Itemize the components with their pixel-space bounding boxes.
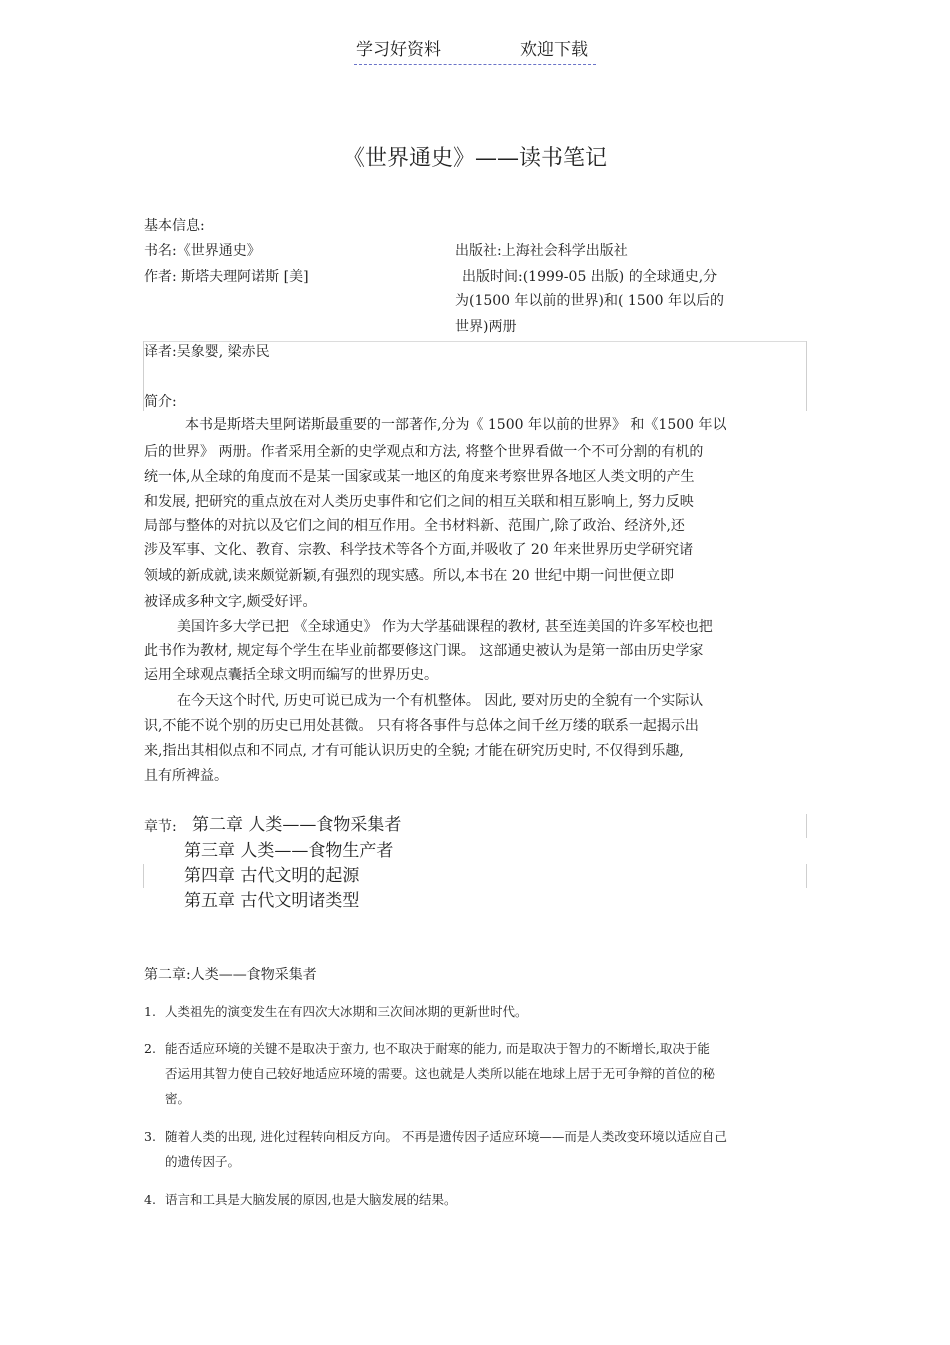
table-rule <box>143 341 807 342</box>
intro-line: 识,不能不说个别的历史已用处甚微。 只有将各事件与总体之间千丝万缕的联系一起揭示出 <box>144 718 699 734</box>
table-rule <box>806 814 807 838</box>
point-line: 否运用其智力使自己较好地适应环境的需要。这也就是人类所以能在地球上居于无可争辩的首位的秘 <box>165 1066 716 1081</box>
point-number: 1. <box>144 1004 156 1019</box>
point-number: 3. <box>144 1129 156 1144</box>
point-number: 4. <box>144 1192 156 1207</box>
header-underline <box>354 64 596 65</box>
intro-line: 在今天这个时代, 历史可说已成为一个有机整体。 因此, 要对历史的全貌有一个实际认 <box>177 693 704 709</box>
intro-line: 统一体,从全球的角度而不是某一国家或某一地区的角度来考察世界各地区人类文明的产生 <box>144 469 695 485</box>
chapter-item: 第三章 人类——食物生产者 <box>184 841 394 861</box>
author: 作者: 斯塔夫理阿诺斯 [美] <box>144 269 309 285</box>
point-line: 能否适应环境的关键不是取决于蛮力, 也不取决于耐寒的能力, 而是取决于智力的不断增长,取决于能 <box>165 1041 710 1056</box>
point-number: 2. <box>144 1041 156 1056</box>
table-rule <box>806 341 807 411</box>
point-line: 密。 <box>165 1091 191 1106</box>
intro-line: 美国许多大学已把 《全球通史》 作为大学基础课程的教材, 甚至连美国的许多军校也把 <box>177 619 713 635</box>
header-right-text: 欢迎下载 <box>520 40 588 60</box>
table-rule <box>143 864 144 888</box>
intro-line: 涉及军事、文化、教育、宗教、科学技术等各个方面,并吸收了 20 年来世界历史学研究诸 <box>144 542 694 558</box>
intro-heading: 简介: <box>144 394 177 410</box>
table-rule <box>806 864 807 888</box>
chapters-label: 章节: <box>144 819 177 835</box>
point-line: 人类祖先的演变发生在有四次大冰期和三次间冰期的更新世时代。 <box>165 1004 528 1019</box>
header-left-text: 学习好资料 <box>356 40 441 60</box>
point-line: 的遗传因子。 <box>165 1154 241 1169</box>
pub-time-line: 为(1500 年以前的世界)和( 1500 年以后的 <box>455 293 724 309</box>
translator: 译者:吴象婴, 梁赤民 <box>144 344 270 360</box>
basic-info-heading: 基本信息: <box>144 218 205 234</box>
pub-time-line: 世界)两册 <box>455 319 517 335</box>
intro-line: 局部与整体的对抗以及它们之间的相互作用。全书材料新、范围广,除了政治、经济外,还 <box>144 518 685 534</box>
intro-line: 运用全球观点囊括全球文明而编写的世界历史。 <box>144 667 438 683</box>
intro-line: 和发展, 把研究的重点放在对人类历史事件和它们之间的相互关联和相互影响上, 努力反映 <box>144 494 694 510</box>
intro-line: 此书作为教材, 规定每个学生在毕业前都要修这门课。 这部通史被认为是第一部由历史学家 <box>144 643 704 659</box>
intro-line: 被译成多种文字,颇受好评。 <box>144 594 317 610</box>
point-line: 语言和工具是大脑发展的原因,也是大脑发展的结果。 <box>165 1192 457 1207</box>
intro-line: 来,指出其相似点和不同点, 才有可能认识历史的全貌; 才能在研究历史时, 不仅得到乐趣, <box>144 743 684 759</box>
chapter2-heading: 第二章:人类——食物采集者 <box>144 967 317 983</box>
chapter-item: 第五章 古代文明诸类型 <box>184 891 360 911</box>
chapter-item: 第二章 人类——食物采集者 <box>192 815 402 835</box>
book-name: 书名:《世界通史》 <box>144 243 261 259</box>
intro-line: 领域的新成就,读来颇觉新颖,有强烈的现实感。所以,本书在 20 世纪中期一问世便立即 <box>144 568 675 584</box>
document-title: 《世界通史》——读书笔记 <box>342 146 607 171</box>
publisher: 出版社:上海社会科学出版社 <box>455 243 628 259</box>
intro-line: 本书是斯塔夫里阿诺斯最重要的一部著作,分为《 1500 年以前的世界》 和《1500 年以 <box>185 417 727 433</box>
intro-line: 且有所裨益。 <box>144 768 228 784</box>
pub-time-line: 出版时间:(1999-05 出版) 的全球通史,分 <box>462 269 718 285</box>
intro-line: 后的世界》 两册。作者采用全新的史学观点和方法, 将整个世界看做一个不可分割的有机的 <box>144 444 704 460</box>
chapter-item: 第四章 古代文明的起源 <box>184 866 360 886</box>
point-line: 随着人类的出现, 进化过程转向相反方向。 不再是遗传因子适应环境——而是人类改变环境以适应自己 <box>165 1129 727 1144</box>
